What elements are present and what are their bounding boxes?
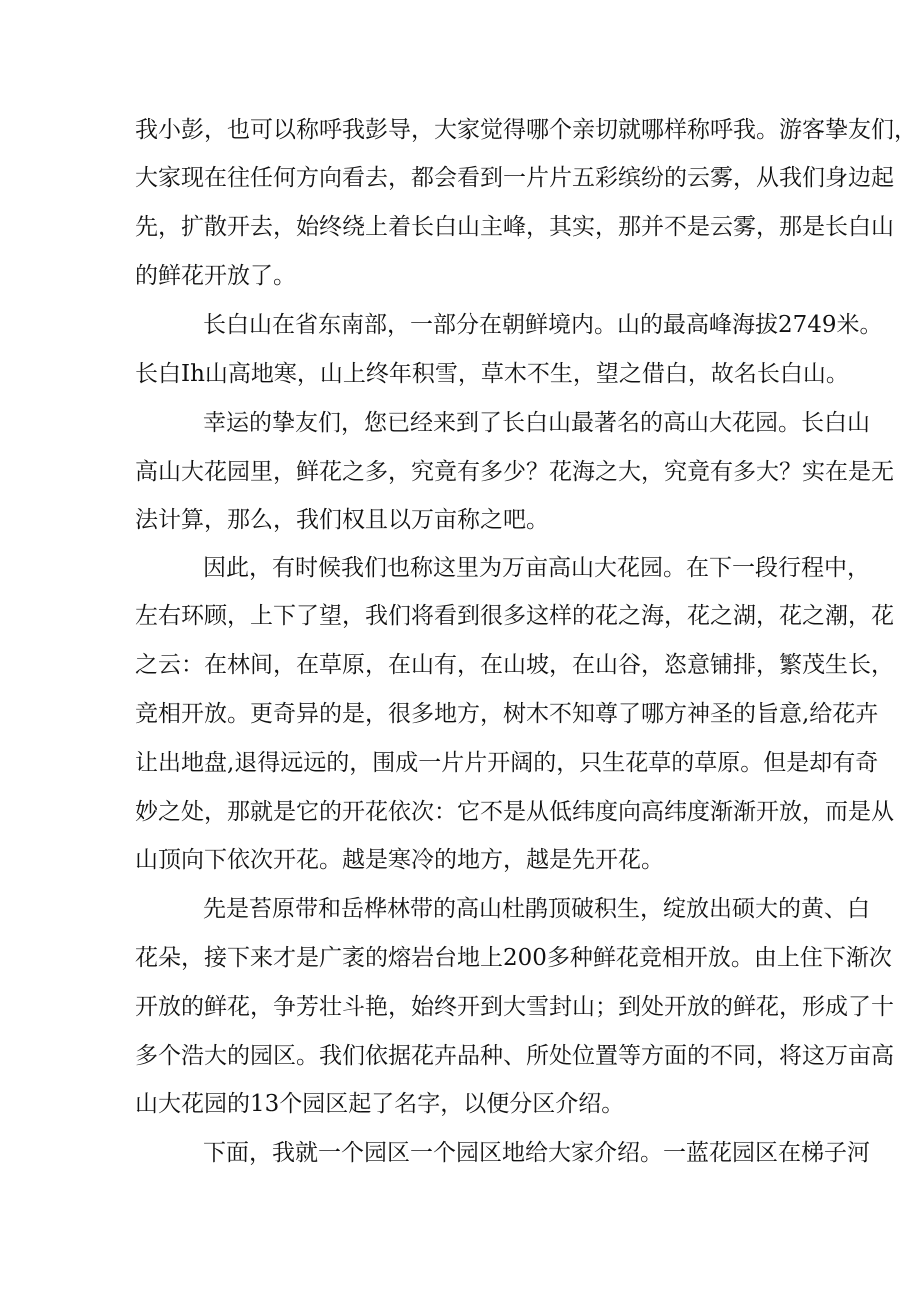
text-line: 大家现在往任何方向看去，都会看到一片片五彩缤纷的云雾，从我们身边起 [135,165,894,191]
text-line: 山大花园的13个园区起了名字，以便分区介绍。 [135,1091,625,1117]
text-line: 左右环顾，上下了望，我们将看到很多这样的花之海，花之湖，花之潮，花 [135,603,894,629]
text-line: 开放的鲜花，争芳壮斗艳，始终开到大雪封山；到处开放的鲜花，形成了十 [135,994,894,1020]
text-line: 让出地盘,退得远远的，围成一片片开阔的，只生花草的草原。但是却有奇 [135,750,879,776]
text-line: 法计算，那么，我们权且以万亩称之吧。 [135,507,549,533]
text-line: 因此，有时候我们也称这里为万亩高山大花园。在下一段行程中， [203,555,870,581]
text-line: 高山大花园里，鲜花之多，究竟有多少？花海之大，究竟有多大？实在是无 [135,459,894,485]
text-line: 山顶向下依次开花。越是寒冷的地方，越是先开花。 [135,847,664,873]
text-line: 先，扩散开去，始终绕上着长白山主峰，其实，那并不是云雾，那是长白山 [135,214,894,240]
text-line: 多个浩大的园区。我们依据花卉品种、所处位置等方面的不同，将这万亩高 [135,1043,894,1069]
text-line: 花朵，接下来才是广袤的熔岩台地上200多种鲜花竞相开放。由上住下渐次 [135,945,892,971]
text-line: 竞相开放。更奇异的是，很多地方，树木不知尊了哪方神圣的旨意,给花卉 [135,701,879,727]
text-line: 先是苔原带和岳桦林带的高山杜鹃顶破积生，绽放出硕大的黄、白 [203,896,870,922]
text-line: 幸运的挚友们，您已经来到了长白山最著名的高山大花园。长白山 [203,410,870,436]
text-line: 长白Ih山高地寒，山上终年积雪，草木不生，望之借白，故名长白山。 [135,361,849,387]
text-line: 妙之处，那就是它的开花依次：它不是从低纬度向高纬度渐渐开放，而是从 [135,799,894,825]
text-line: 长白山在省东南部，一部分在朝鲜境内。山的最高峰海拔2749米。 [203,312,883,338]
text-line: 的鲜花开放了。 [135,263,296,289]
text-line: 下面，我就一个园区一个园区地给大家介绍。一蓝花园区在梯子河 [203,1140,870,1166]
text-line: 我小彭，也可以称呼我彭导，大家觉得哪个亲切就哪样称呼我。游客挚友们， [135,117,917,143]
text-line: 之云：在林间，在草原，在山有，在山坡，在山谷，恣意铺排，繁茂生长， [135,652,894,678]
